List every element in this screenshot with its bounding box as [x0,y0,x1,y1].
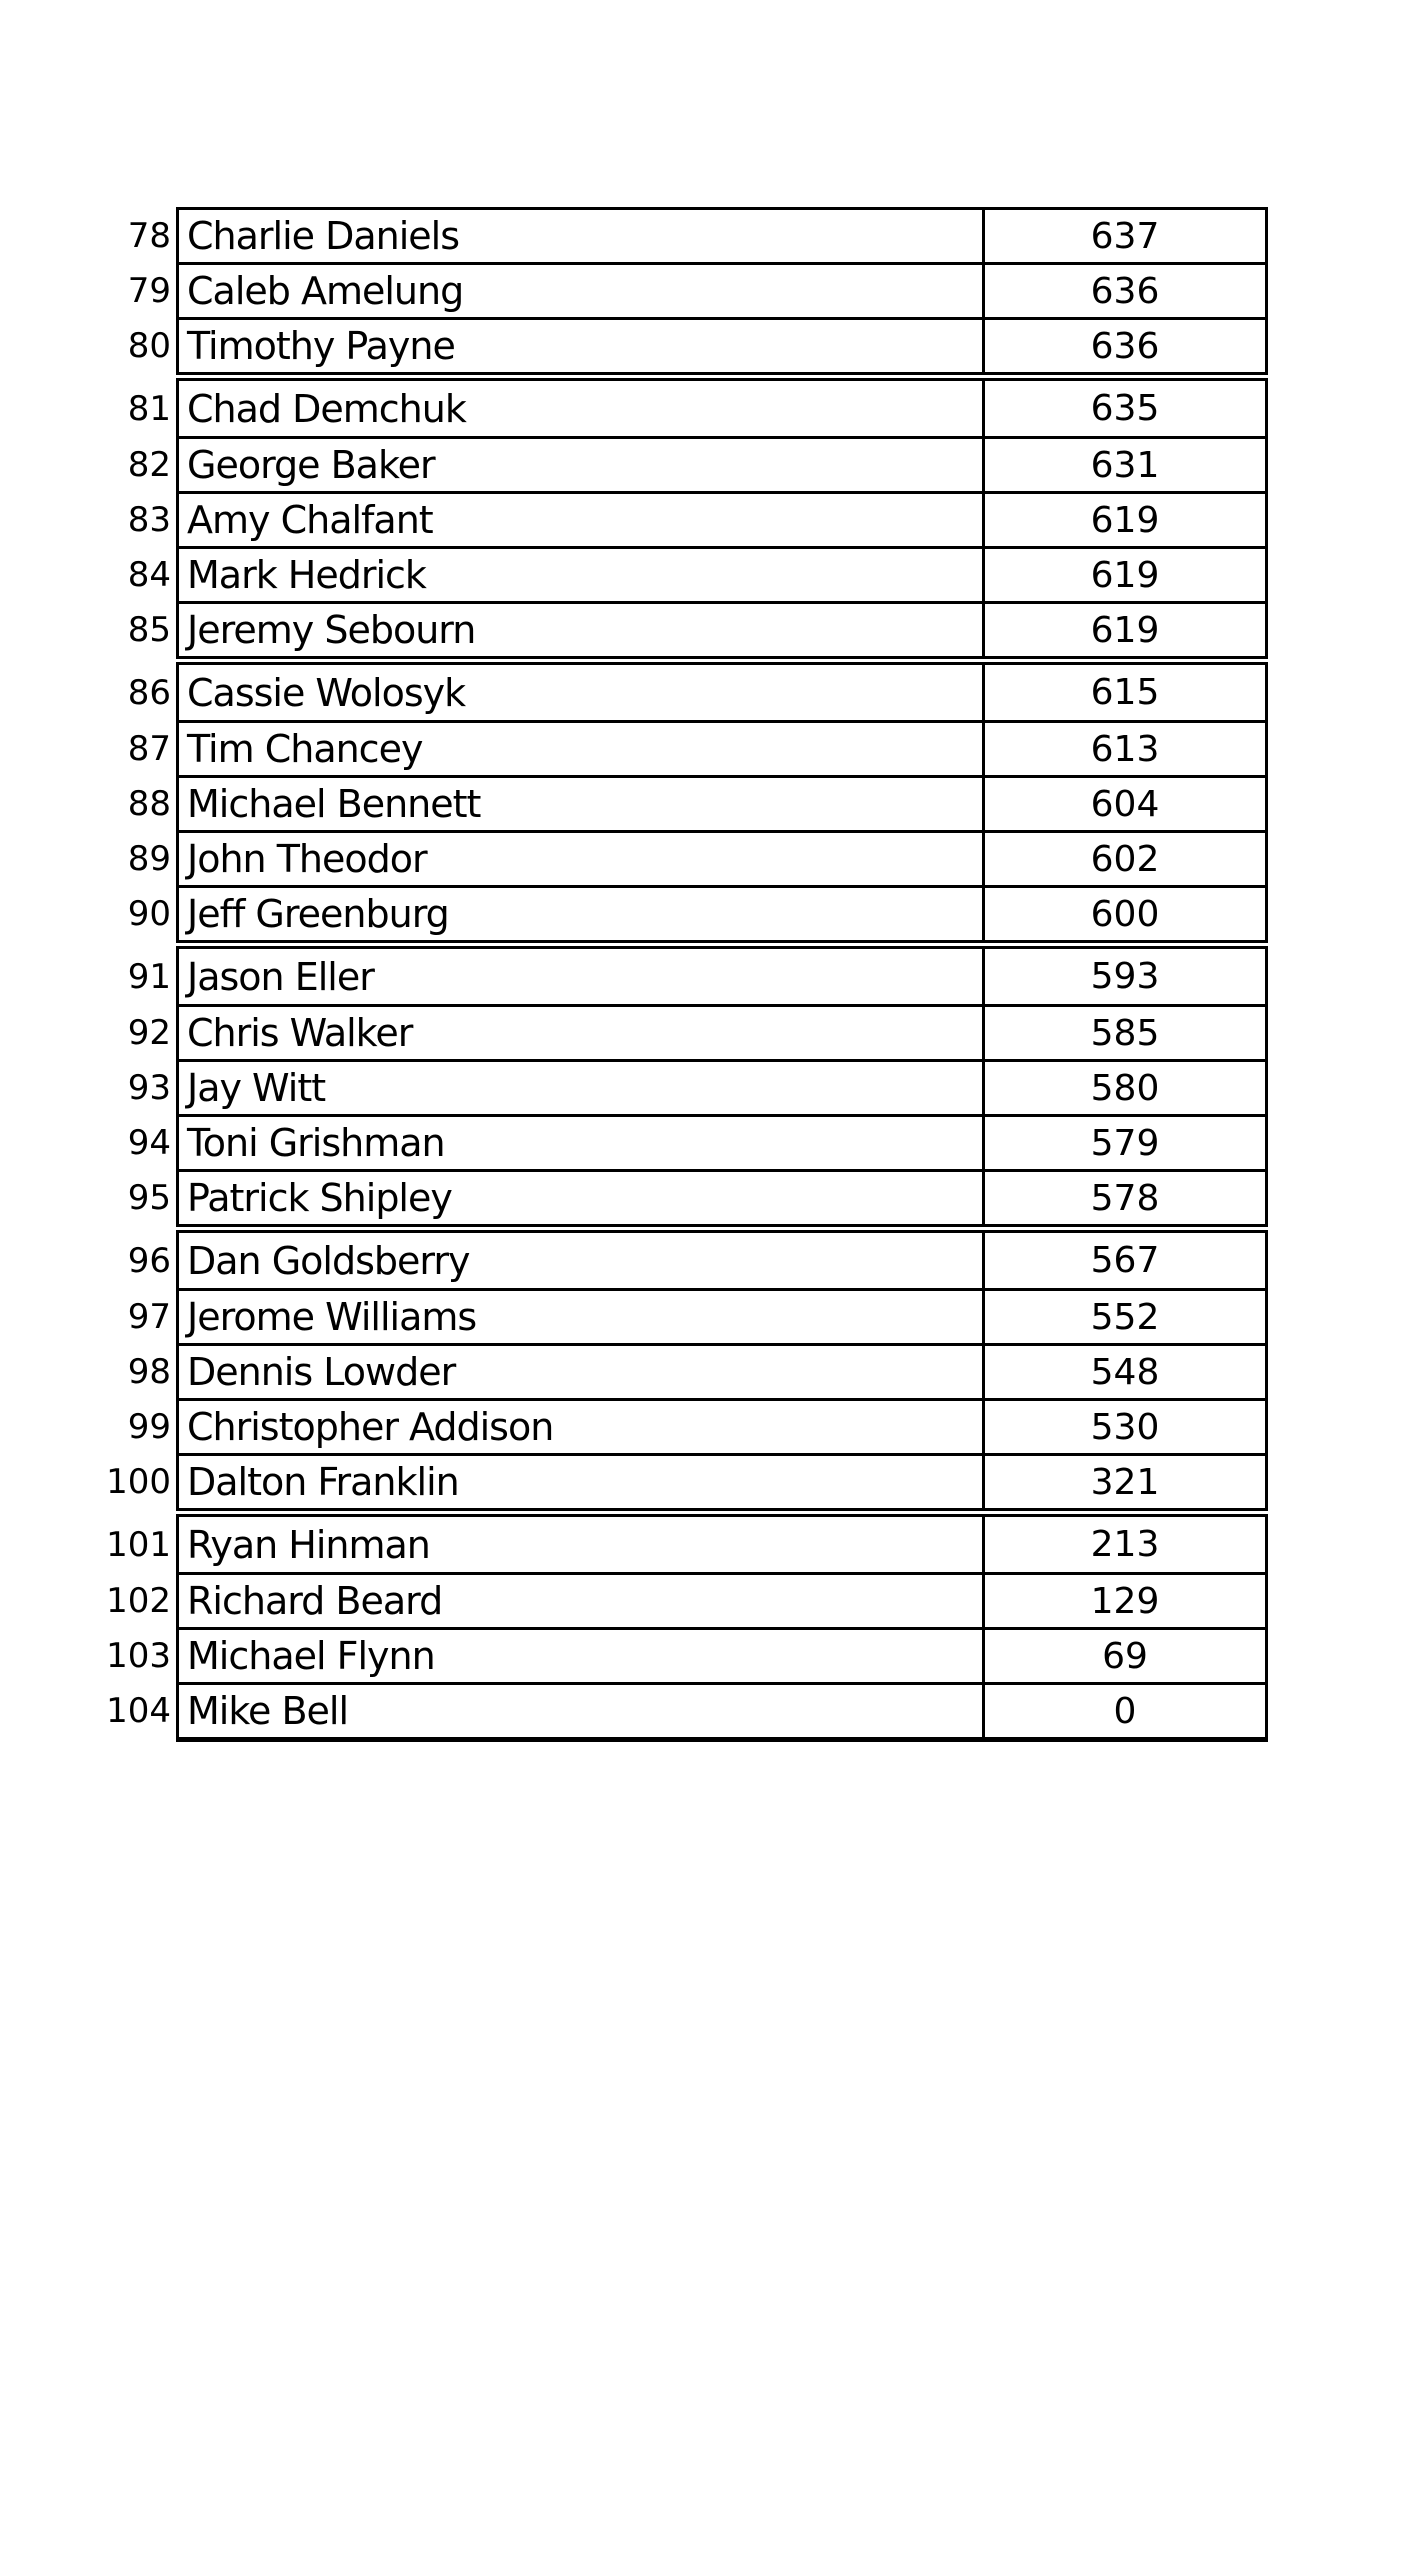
rank-number: 86 [127,672,171,713]
table-row [127,549,1268,604]
rank-number: 101 [106,1524,171,1565]
player-score: 552 [1090,1296,1160,1338]
rank-number: 91 [127,956,171,997]
table-row [127,1117,1268,1172]
player-name: Jeff Greenburg [179,888,985,940]
player-name: John Theodor [179,833,985,885]
rank-number: 96 [127,1240,171,1281]
player-score: 602 [1090,838,1160,880]
rank-number: 85 [127,610,171,650]
table-row [127,778,1268,833]
table-row [127,1062,1268,1117]
table-row [127,439,1268,494]
player-score: 0 [1113,1690,1137,1732]
player-name: Cassie Wolosyk [179,665,985,720]
table-row [127,1291,1268,1346]
player-score: 593 [1090,956,1160,997]
player-name: Dalton Franklin [179,1456,985,1508]
table-row [127,662,1268,723]
rank-number: 103 [106,1636,171,1676]
player-score: 636 [1090,325,1160,367]
player-score: 580 [1090,1067,1160,1109]
rank-number: 98 [127,1352,171,1392]
player-score: 69 [1102,1635,1148,1677]
table-row [127,494,1268,549]
rank-number: 84 [127,555,171,595]
table-row [106,1514,1268,1575]
table-row [127,378,1268,439]
player-name: Toni Grishman [179,1117,985,1169]
table-row [127,1007,1268,1062]
player-score: 615 [1090,672,1160,713]
player-name: Chad Demchuk [179,381,985,436]
rank-number: 93 [127,1068,171,1108]
table-row [127,1172,1268,1227]
player-score: 613 [1090,728,1160,770]
rank-number: 78 [127,216,171,256]
player-name: Michael Flynn [179,1630,985,1682]
player-score: 585 [1090,1012,1160,1054]
table-row [127,604,1268,659]
table-row [127,833,1268,888]
player-score: 619 [1090,609,1160,651]
player-name: Michael Bennett [179,778,985,830]
table-row [127,946,1268,1007]
rank-number: 94 [127,1123,171,1163]
player-name: Jay Witt [179,1062,985,1114]
table-row [127,265,1268,320]
player-score: 213 [1090,1524,1160,1565]
table-row [127,1230,1268,1291]
player-score: 619 [1090,554,1160,596]
rank-number: 92 [127,1013,171,1053]
player-name: Christopher Addison [179,1401,985,1453]
player-score: 579 [1090,1122,1160,1164]
player-name: Richard Beard [179,1575,985,1627]
rank-number: 81 [127,388,171,429]
player-name: Mark Hedrick [179,549,985,601]
player-score: 631 [1090,444,1160,486]
table-row [127,888,1268,943]
table-row [127,723,1268,778]
player-score: 604 [1090,783,1160,825]
rank-number: 104 [106,1691,171,1731]
player-name: Patrick Shipley [179,1172,985,1224]
rank-number: 99 [127,1407,171,1447]
player-name: Caleb Amelung [179,265,985,317]
player-name: Jeremy Sebourn [179,604,985,656]
rank-number: 95 [127,1178,171,1218]
player-score: 600 [1090,893,1160,935]
table-row [106,1575,1268,1630]
rank-number: 82 [127,445,171,485]
player-name: Amy Chalfant [179,494,985,546]
rank-number: 100 [106,1462,171,1502]
player-name: Chris Walker [179,1007,985,1059]
player-score: 129 [1090,1580,1160,1622]
table-row [127,207,1268,265]
player-name: Timothy Payne [179,320,985,372]
rank-number: 102 [106,1581,171,1621]
table-row [106,1685,1268,1742]
rank-number: 80 [127,326,171,366]
player-name: Jason Eller [179,949,985,1004]
rank-number: 88 [127,784,171,824]
table-row [106,1456,1268,1511]
player-name: Ryan Hinman [179,1517,985,1572]
rank-number: 97 [127,1297,171,1337]
table-row [127,1401,1268,1456]
player-name: George Baker [179,439,985,491]
player-name: Charlie Daniels [179,210,985,262]
player-score: 636 [1090,270,1160,312]
table-row [127,1346,1268,1401]
player-score: 578 [1090,1177,1160,1219]
rank-number: 87 [127,729,171,769]
player-score: 548 [1090,1351,1160,1393]
player-score: 321 [1090,1461,1160,1503]
player-name: Dan Goldsberry [179,1233,985,1288]
table-row [106,1630,1268,1685]
rank-number: 89 [127,839,171,879]
player-name: Dennis Lowder [179,1346,985,1398]
player-score: 530 [1090,1406,1160,1448]
rank-number: 83 [127,500,171,540]
player-score: 637 [1090,215,1160,257]
player-score: 619 [1090,499,1160,541]
table-row [127,320,1268,375]
player-score: 567 [1090,1240,1160,1281]
standings-table [106,207,1268,1742]
player-name: Tim Chancey [179,723,985,775]
player-name: Mike Bell [179,1685,985,1737]
rank-number: 79 [127,271,171,311]
rank-number: 90 [127,894,171,934]
player-score: 635 [1090,388,1160,429]
player-name: Jerome Williams [179,1291,985,1343]
